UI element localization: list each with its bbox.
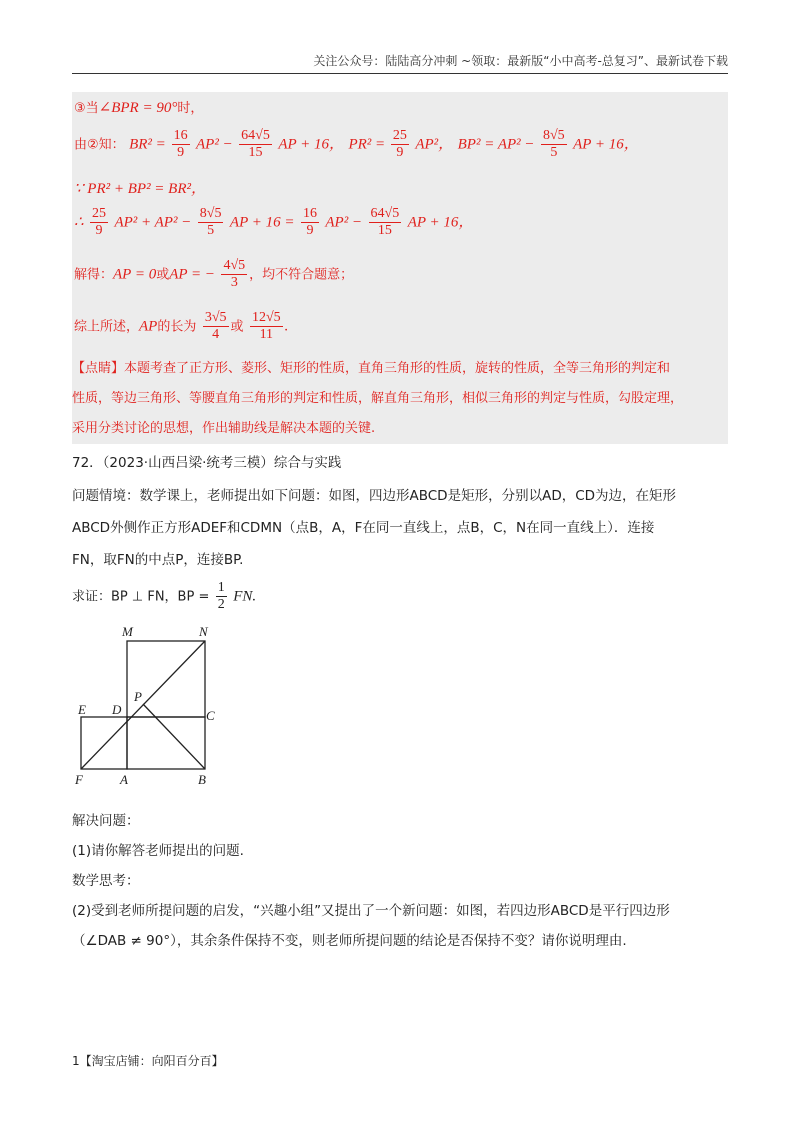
fraction: $\frac{4√5}{3}$ — [223, 258, 246, 290]
prove-line: 求证：BP ⊥ FN，BP = $\frac{1}{2}$ FN. — [72, 580, 257, 612]
fraction: $\frac{25}{9}$ — [92, 206, 106, 238]
header-text: 关注公众号：陆陆高分冲刺 ~领取：最新版“小中高考-总复习”、最新试卷下载 — [313, 54, 728, 68]
label-c: C — [206, 708, 215, 723]
summary-line: 综上所述，AP的长为 $\frac{3√5}{4}$ 或 $\frac{12√5}{11}$ . — [74, 310, 289, 342]
geometry-figure — [72, 620, 232, 790]
fraction: $\frac{64√5}{15}$ — [370, 206, 400, 238]
fraction: $\frac{25}{9}$ — [392, 128, 407, 160]
because-line: ∵ PR² + BP² = BR²， — [74, 181, 207, 197]
label-m: M — [122, 624, 133, 639]
label-b: B — [198, 772, 206, 787]
label-f: F — [75, 772, 83, 787]
therefore-line: ∴ $\frac{25}{9}$ AP² + AP² − $\frac{8√5}{5}$ AP + 16 = $\frac{16}{9}$ AP² − $\frac{64√5}{15}$ AP + 16， — [74, 206, 474, 238]
comment-block: 【点睛】本题考查了正方形、菱形、矩形的性质，直角三角形的性质，旋转的性质，全等三角形的判定和 性质，等边三角形、等腰直角三角形的判定和性质，解直角三角形，相似三角形的判定与性质，勾股定理， 采用分类讨论的思想，作出辅助线是解决本题的关键. — [72, 361, 684, 436]
segment-bp — [143, 704, 205, 769]
fraction: $\frac{16}{9}$ — [173, 128, 188, 160]
solve-line: 解得：AP = 0或AP = − $\frac{4√5}{3}$ ，均不符合题意； — [74, 258, 354, 290]
rectangle-abcd — [127, 717, 205, 769]
case3-line: ③当∠BPR = 90°时， — [74, 100, 204, 116]
label-a: A — [120, 772, 128, 787]
page-header — [72, 52, 728, 74]
fraction: $\frac{8√5}{5}$ — [542, 128, 565, 160]
label-d: D — [112, 702, 122, 717]
label-p: P — [134, 689, 142, 704]
problem-statement: 问题情境：数学课上，老师提出如下问题：如图，四边形ABCD是矩形，分别以AD，CD为边，在矩形 ABCD外侧作正方形ADEF和CDMN（点B，A，F在同一直线上，点B，C，N在同一直线上）．连接 FN，取FN的中点P，连接BP. — [72, 488, 677, 568]
from2-line: 由②知： BR² = $\frac{16}{9}$ AP² − $\frac{64√5}{15}$ AP + 16， PR² = $\frac{25}{9}$ AP²， BP² = AP² − $\frac{8√5}{5}$ AP + 16， — [74, 128, 639, 160]
page-footer: 1【淘宝店铺：向阳百分百】 — [72, 1054, 224, 1068]
problem-title: 72．（2023·山西吕梁·统考三模）综合与实践 — [72, 455, 342, 471]
fraction: $\frac{1}{2}$ — [217, 580, 225, 612]
label-e: E — [78, 702, 86, 717]
fraction: $\frac{16}{9}$ — [302, 206, 317, 238]
fraction: $\frac{3√5}{4}$ — [204, 310, 227, 342]
fraction: $\frac{64√5}{15}$ — [241, 128, 270, 160]
label-n: N — [199, 624, 208, 639]
questions: 解决问题： (1)请你解答老师提出的问题. 数学思考： (2)受到老师所提问题的启发，“兴趣小组”又提出了一个新问题：如图，若四边形ABCD是平行四边形 （∠DAB ≠ 90°），其余条件保持不变，则老师所提问题的结论是否保持不变？请你说明理由. — [72, 813, 670, 949]
fraction: $\frac{8√5}{5}$ — [199, 206, 222, 238]
fraction: $\frac{12√5}{11}$ — [251, 310, 281, 342]
